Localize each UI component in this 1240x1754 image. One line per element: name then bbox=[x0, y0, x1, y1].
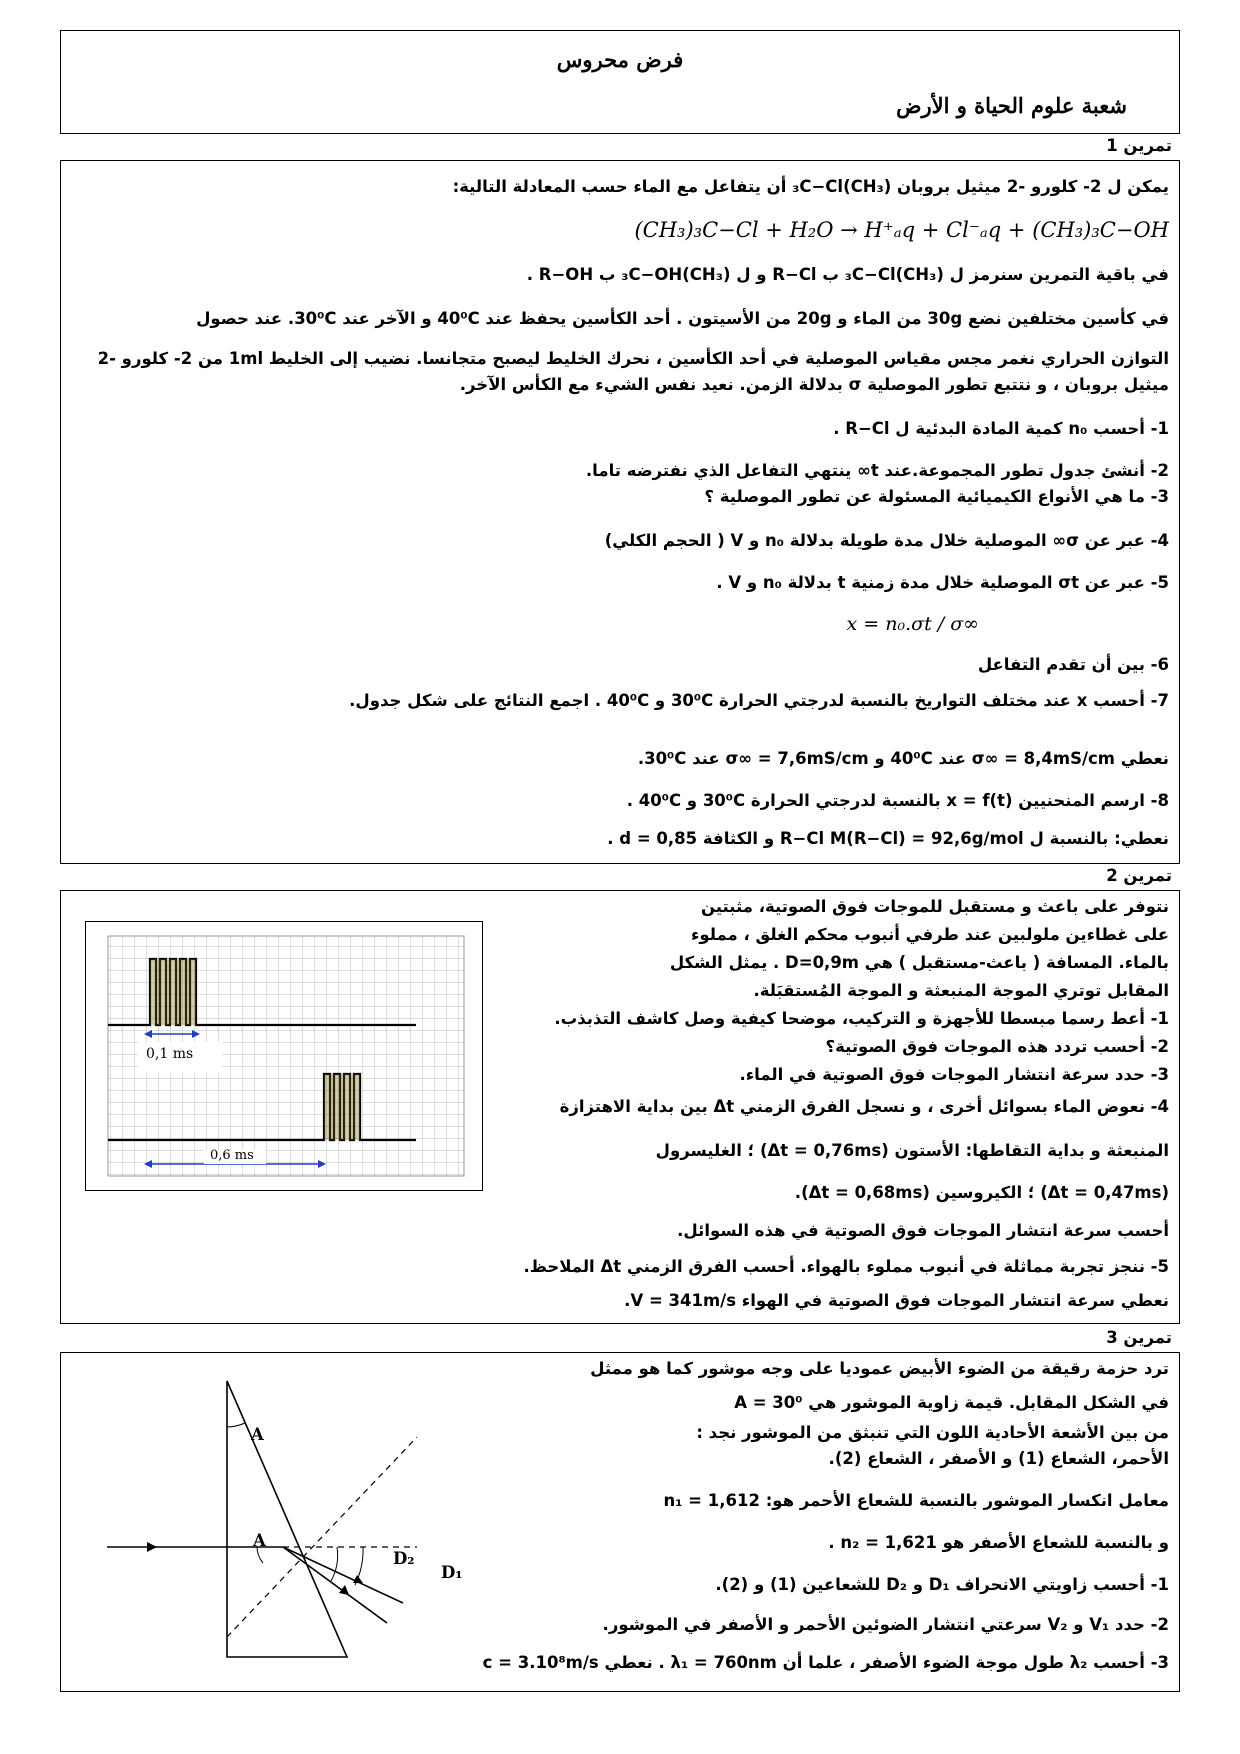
ex3-line: الأحمر، الشعاع (1) و الأصفر ، الشعاع (2). bbox=[828, 1449, 1169, 1468]
exercise-3-label: تمرين 3 bbox=[1106, 1328, 1172, 1347]
exercise-2-label: تمرين 2 bbox=[1106, 866, 1172, 885]
ex1-question-8: 8- ارسم المنحنيين x = f(t) بالنسبة لدرجتي الحرارة 30⁰C و 40⁰C . bbox=[626, 791, 1169, 810]
ex1-question-3: 3- ما هي الأنواع الكيميائية المسئولة عن تطور الموصلية ؟ bbox=[704, 487, 1169, 506]
stream-title: شعبة علوم الحياة و الأرض bbox=[896, 93, 1127, 118]
ex3-line: في الشكل المقابل. قيمة زاوية الموشور هي A = 30⁰ bbox=[734, 1393, 1169, 1412]
prism-figure bbox=[87, 1367, 447, 1667]
ex3-question-2: 2- حدد V₁ و V₂ سرعتي انتشار الضوئين الأحمر و الأصفر في الموشور. bbox=[602, 1615, 1169, 1634]
exercise-3-box bbox=[60, 1352, 1180, 1692]
ex2-question-1: 1- أعط رسما مبسطا للأجهزة و التركيب، موضحا كيفية وصل كاشف التذبذب. bbox=[554, 1009, 1169, 1028]
ex2-line: على غطاءين ملولبين عند طرفي أنبوب محكم الغلق ، مملوء bbox=[690, 925, 1169, 944]
ex2-line: أحسب سرعة انتشار الموجات فوق الصوتية في هذه السوائل. bbox=[677, 1221, 1169, 1240]
ex1-question-6: 6- بين أن تقدم التفاعل bbox=[977, 655, 1169, 674]
exercise-1-label: تمرين 1 bbox=[1106, 136, 1172, 155]
ex1-line: في باقية التمرين سنرمز ل (CH₃)₃C−Cl ب R−Cl و ل (CH₃)₃C−OH ب R−OH . bbox=[526, 265, 1169, 284]
ex2-line: بالماء. المسافة ( باعث-مستقبل ) هي D=0,9m . يمثل الشكل bbox=[669, 953, 1169, 972]
ex1-question-4: 4- عبر عن σ∞ الموصلية خلال مدة طويلة بدلالة n₀ و V ( الحجم الكلي) bbox=[604, 531, 1169, 550]
ex1-line: يمكن ل 2- كلورو -2 ميثيل بروبان (CH₃)₃C−Cl أن يتفاعل مع الماء حسب المعادلة التالية: bbox=[452, 177, 1169, 196]
ex1-question-5: 5- عبر عن σt الموصلية خلال مدة زمنية t بدلالة n₀ و V . bbox=[716, 573, 1169, 592]
period-label: 0,1 ms bbox=[146, 1046, 194, 1062]
prism-angle-top: A bbox=[251, 1425, 264, 1444]
prism-angle-mid: A bbox=[253, 1531, 266, 1550]
exam-title: فرض محروس bbox=[556, 47, 684, 72]
ray-2 bbox=[283, 1547, 387, 1623]
ex2-line: المنبعثة و بداية التقاطها: الأستون (Δt = 0,76ms) ؛ الغليسرول bbox=[655, 1141, 1169, 1160]
ex3-line: و بالنسبة للشعاع الأصفر هو n₂ = 1,621 . bbox=[828, 1533, 1169, 1552]
ex3-line: ترد حزمة رقيقة من الضوء الأبيض عموديا على وجه موشور كما هو ممثل bbox=[590, 1359, 1169, 1378]
ex1-question-1: 1- أحسب n₀ كمية المادة البدئية ل R−Cl . bbox=[833, 419, 1169, 438]
ex3-line: معامل انكسار الموشور بالنسبة للشعاع الأحمر هو: n₁ = 1,612 bbox=[663, 1491, 1169, 1510]
header-box bbox=[60, 30, 1180, 134]
ex3-question-1: 1- أحسب زاويتي الانحراف D₁ و D₂ للشعاعين (1) و (2). bbox=[715, 1575, 1169, 1594]
ray-2-label: D₂ bbox=[393, 1549, 415, 1568]
oscilloscope-figure bbox=[85, 921, 483, 1191]
ex1-line: التوازن الحراري نغمر مجس مقياس الموصلية في أحد الكأسين ، نحرك الخليط ليصبح متجانسا. نضيب إلى الخليط 1ml من 2- كلورو -2 bbox=[97, 349, 1169, 368]
ex2-given: نعطي سرعة انتشار الموجات فوق الصوتية في الهواء V = 341m/s. bbox=[624, 1291, 1169, 1310]
ex1-equation: (CH₃)₃C−Cl + H₂O → H⁺ₐq + Cl⁻ₐq + (CH₃)₃C−OH bbox=[634, 218, 1169, 242]
ex2-question-5: 5- ننجز تجربة مماثلة في أنبوب مملوء بالهواء. أحسب الفرق الزمني Δt الملاحظ. bbox=[523, 1257, 1169, 1276]
ex3-question-3: 3- أحسب λ₂ طول موجة الضوء الأصفر ، علما أن λ₁ = 760nm . نعطي c = 3.10⁸m/s bbox=[482, 1653, 1169, 1672]
prism bbox=[227, 1381, 347, 1657]
delay-label: 0,6 ms bbox=[210, 1148, 254, 1163]
ex2-line: (Δt = 0,47ms) ؛ الكيروسين (Δt = 0,68ms). bbox=[794, 1183, 1169, 1202]
ex2-question-3: 3- حدد سرعة انتشار الموجات فوق الصوتية في الماء. bbox=[739, 1065, 1169, 1084]
ex1-given-2: نعطي: بالنسبة ل R−Cl M(R−Cl) = 92,6g/mol و الكثافة d = 0,85 . bbox=[607, 829, 1169, 848]
ex1-question-7: 7- أحسب x عند مختلف التواريخ بالنسبة لدرجتي الحرارة 30⁰C و 40⁰C . اجمع النتائج على شكل جدول. bbox=[349, 691, 1169, 710]
ray-1 bbox=[283, 1547, 403, 1603]
ex2-line: نتوفر على باعث و مستقبل للموجات فوق الصوتية، مثبتين bbox=[700, 897, 1169, 916]
exercise-2-box bbox=[60, 890, 1180, 1324]
ex1-given-1: نعطي σ∞ = 8,4mS/cm عند 40⁰C و σ∞ = 7,6mS/cm عند 30⁰C. bbox=[637, 749, 1169, 768]
ex3-line: من بين الأشعة الأحادية اللون التي تنبثق من الموشور نجد : bbox=[696, 1423, 1169, 1442]
ex2-question-2: 2- أحسب تردد هذه الموجات فوق الصوتية؟ bbox=[825, 1037, 1169, 1056]
ex1-line: ميثيل بروبان ، و نتتبع تطور الموصلية σ بدلالة الزمن. نعيد نفس الشيء مع الكأس الآخر. bbox=[459, 375, 1169, 394]
ex1-question-2: 2- أنشئ جدول تطور المجموعة.عند t∞ ينتهي التفاعل الذي نفترضه تاما. bbox=[585, 461, 1169, 480]
ex1-formula: x = n₀.σt / σ∞ bbox=[846, 613, 979, 635]
exercise-1-box bbox=[60, 160, 1180, 864]
ex2-question-4: 4- نعوض الماء بسوائل أخرى ، و نسجل الفرق الزمني Δt بين بداية الاهتزازة bbox=[559, 1097, 1169, 1116]
ex1-line: في كأسين مختلفين نضع 30g من الماء و 20g من الأسيتون . أحد الكأسين يحفظ عند 40⁰C و الآخر عند 30⁰C. عند حصول bbox=[196, 309, 1169, 328]
ex2-line: المقابل توتري الموجة المنبعثة و الموجة المُستقبَلة. bbox=[753, 981, 1169, 1000]
ray-1-label: D₁ bbox=[441, 1563, 463, 1582]
